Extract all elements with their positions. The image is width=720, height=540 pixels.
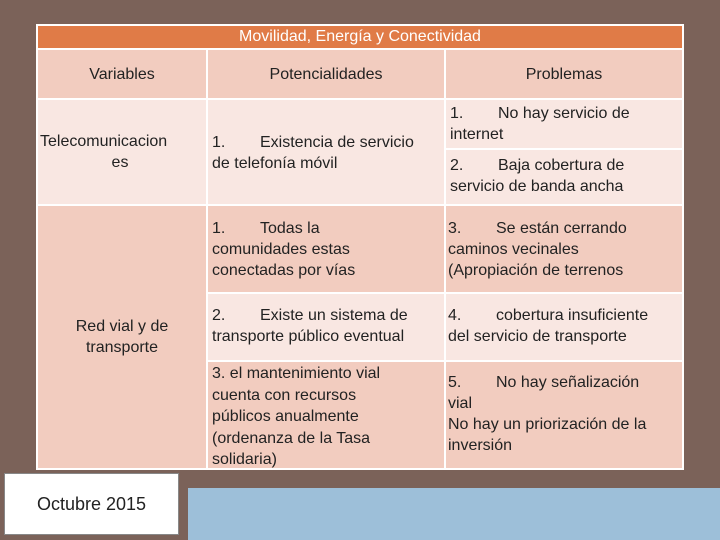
- telecom-problema1-text2: internet: [450, 126, 504, 143]
- vial-pot1-line1: [212, 218, 444, 239]
- vial-pot3-text3: públicos anualmente: [212, 408, 359, 426]
- telecom-potencialidad-cell: [208, 100, 444, 204]
- telecom-potencialidad-number: 1.: [212, 134, 226, 151]
- telecom-problema2-text2: servicio de banda ancha: [450, 178, 624, 195]
- telecom-potencialidad-text2: de telefonía móvil: [212, 155, 338, 172]
- telecom-variable-line2: es: [111, 154, 129, 171]
- header-potencialidades: [208, 50, 444, 98]
- header-problemas: [446, 50, 682, 98]
- vial-potencialidad2-cell: [208, 294, 444, 360]
- vial-prob4-text2: del servicio de transporte: [448, 328, 627, 345]
- vial-problema5-cell: [446, 362, 682, 468]
- vial-pot3-text5: solidaria): [212, 451, 277, 469]
- vial-pot1-text2: comunidades estas: [212, 241, 350, 258]
- vial-pot2-line1: [212, 305, 444, 326]
- vial-prob5-text2: vial: [448, 395, 473, 412]
- vial-prob3-number: 3.: [448, 220, 462, 237]
- header-potencialidades-label: Potencialidades: [269, 65, 383, 83]
- header-variables-label: Variables: [89, 65, 155, 83]
- vial-prob3-text2: caminos vecinales: [448, 241, 579, 258]
- telecom-problema2-text1: Baja cobertura de: [498, 157, 625, 174]
- telecom-variable-cell: [38, 100, 206, 204]
- telecom-problema1-cell: [446, 100, 682, 148]
- telecom-potencialidad-text1: Existencia de servicio: [260, 134, 414, 151]
- vial-prob3-text1: Se están cerrando: [496, 220, 627, 237]
- vial-variable-cell: [38, 206, 206, 468]
- vial-problema3-cell: [446, 206, 682, 292]
- vial-prob5-text3: No hay un priorización de la: [448, 416, 647, 433]
- vial-potencialidad3-cell: [208, 362, 444, 468]
- date-label: Octubre 2015: [4, 473, 179, 535]
- vial-prob4-line1: [448, 305, 682, 326]
- vial-prob3-text3: (Apropiación de terrenos: [448, 262, 624, 279]
- vial-pot3-text1: 3. el mantenimiento vial: [212, 365, 381, 382]
- vial-pot1-text1: Todas la: [260, 220, 320, 237]
- vial-prob4-number: 4.: [448, 307, 462, 324]
- vial-pot3-text2: cuenta con recursos: [212, 386, 357, 404]
- vial-variable-line1: Red vial y de: [75, 318, 169, 335]
- telecom-problema2-cell: [446, 150, 682, 204]
- vial-pot1-text3: conectadas por vías: [212, 262, 356, 279]
- table-title: Movilidad, Energía y Conectividad: [38, 26, 682, 48]
- vial-pot2-number: 2.: [212, 307, 226, 324]
- data-table: [36, 24, 684, 470]
- telecom-problema1-text1: No hay servicio de: [498, 105, 630, 122]
- telecom-variable-line1: Telecomunicacion: [40, 133, 168, 150]
- vial-prob5-text1: No hay señalización: [496, 374, 640, 391]
- vial-problema4-cell: [446, 294, 682, 360]
- vial-prob5-text4: inversión: [448, 437, 513, 454]
- header-variables: [38, 50, 206, 98]
- telecom-problema1-line1: [450, 103, 682, 124]
- vial-prob5-number: 5.: [448, 374, 462, 391]
- vial-prob5-line1: [448, 372, 682, 393]
- telecom-problema2-number: 2.: [450, 157, 464, 174]
- vial-potencialidad1-cell: [208, 206, 444, 292]
- telecom-problema1-number: 1.: [450, 105, 464, 122]
- vial-pot3-text4: (ordenanza de la Tasa: [212, 429, 371, 447]
- vial-prob3-line1: [448, 218, 682, 239]
- vial-pot2-text2: transporte público eventual: [212, 328, 405, 345]
- telecom-potencialidad-line1: [212, 132, 444, 153]
- vial-pot2-text1: Existe un sistema de: [260, 307, 408, 324]
- vial-pot1-number: 1.: [212, 220, 226, 237]
- vial-prob4-text1: cobertura insuficiente: [496, 307, 649, 324]
- telecom-problema2-line1: [450, 155, 682, 176]
- vial-variable-line2: transporte: [85, 339, 159, 356]
- footer-bar: [188, 488, 720, 540]
- header-problemas-label: Problemas: [525, 65, 603, 83]
